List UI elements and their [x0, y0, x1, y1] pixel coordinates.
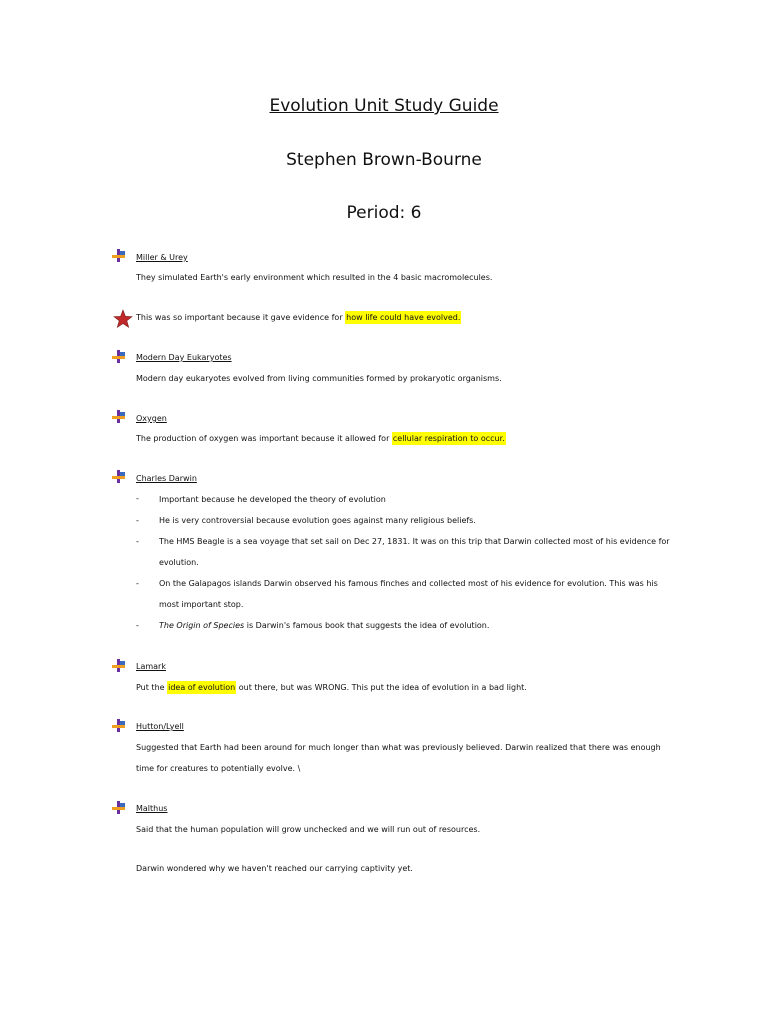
section-heading-miller-urey: Miller & Urey	[136, 253, 188, 262]
highlighted-text: idea of evolution	[168, 683, 236, 692]
list-dash: -	[136, 537, 139, 546]
section-heading-eukaryotes: Modern Day Eukaryotes	[136, 353, 232, 362]
section-heading-darwin: Charles Darwin	[136, 474, 197, 483]
book-title: The Origin of Species	[159, 621, 245, 630]
list-item: The HMS Beagle is a sea voyage that set sail on Dec 27, 1831. It was on this trip that Darwin collected most of his evidence for evolution.	[159, 537, 670, 567]
list-dash: -	[136, 579, 139, 588]
section-heading-malthus: Malthus	[136, 804, 168, 813]
list-item: On the Galapagos islands Darwin observed his famous finches and collected most of his evidence for evolution. This was his most important stop.	[159, 579, 658, 609]
malthus-note: Darwin wondered why we haven't reached our carrying captivity yet.	[136, 864, 413, 873]
star-note-body: This was so important because it gave evidence for	[136, 313, 346, 322]
star-icon	[113, 309, 133, 329]
list-dash: -	[136, 516, 139, 525]
section-heading-lamark: Lamark	[136, 662, 166, 671]
list-dash: -	[136, 494, 139, 503]
malthus-text: Said that the human population will grow unchecked and we will run out of resources.	[136, 825, 481, 834]
lamark-body-end: out there, but was WRONG. This put the idea of evolution in a bad light.	[236, 683, 527, 692]
bullet-icon	[112, 249, 126, 263]
class-period: Period: 6	[346, 203, 422, 223]
section-heading-oxygen: Oxygen	[136, 414, 167, 423]
document-title: Evolution Unit Study Guide	[269, 96, 499, 116]
oxygen-text	[136, 434, 506, 443]
bullet-icon	[112, 801, 126, 815]
bullet-icon	[112, 410, 126, 424]
bullet-icon	[112, 719, 126, 733]
miller-urey-text: They simulated Earth's early environment which resulted in the 4 basic macromolecules.	[136, 273, 493, 282]
list-item: Important because he developed the theory of evolution	[159, 495, 386, 504]
lamark-text	[136, 683, 527, 692]
list-item-rest: is Darwin's famous book that suggests the idea of evolution.	[244, 621, 490, 630]
list-item: He is very controversial because evolution goes against many religious beliefs.	[159, 516, 476, 525]
bullet-icon	[112, 659, 126, 673]
highlighted-text: how life could have evolved.	[346, 313, 461, 322]
author-name: Stephen Brown-Bourne	[286, 150, 482, 170]
bullet-icon	[112, 470, 126, 484]
section-heading-hutton-lyell: Hutton/Lyell	[136, 722, 184, 731]
eukaryotes-text: Modern day eukaryotes evolved from living communities formed by prokaryotic organisms.	[136, 374, 502, 383]
list-item	[159, 615, 679, 636]
bullet-icon	[112, 350, 126, 364]
lamark-body-start: Put the	[136, 683, 168, 692]
hutton-lyell-text: Suggested that Earth had been around for much longer than what was previously believed. Darwin realized that there was enough time for creatures to potentially evolve. \	[136, 743, 661, 773]
list-dash: -	[136, 621, 139, 630]
oxygen-body: The production of oxygen was important because it allowed for	[136, 434, 392, 443]
star-note-text	[136, 313, 461, 322]
highlighted-text: cellular respiration to occur.	[392, 434, 505, 443]
